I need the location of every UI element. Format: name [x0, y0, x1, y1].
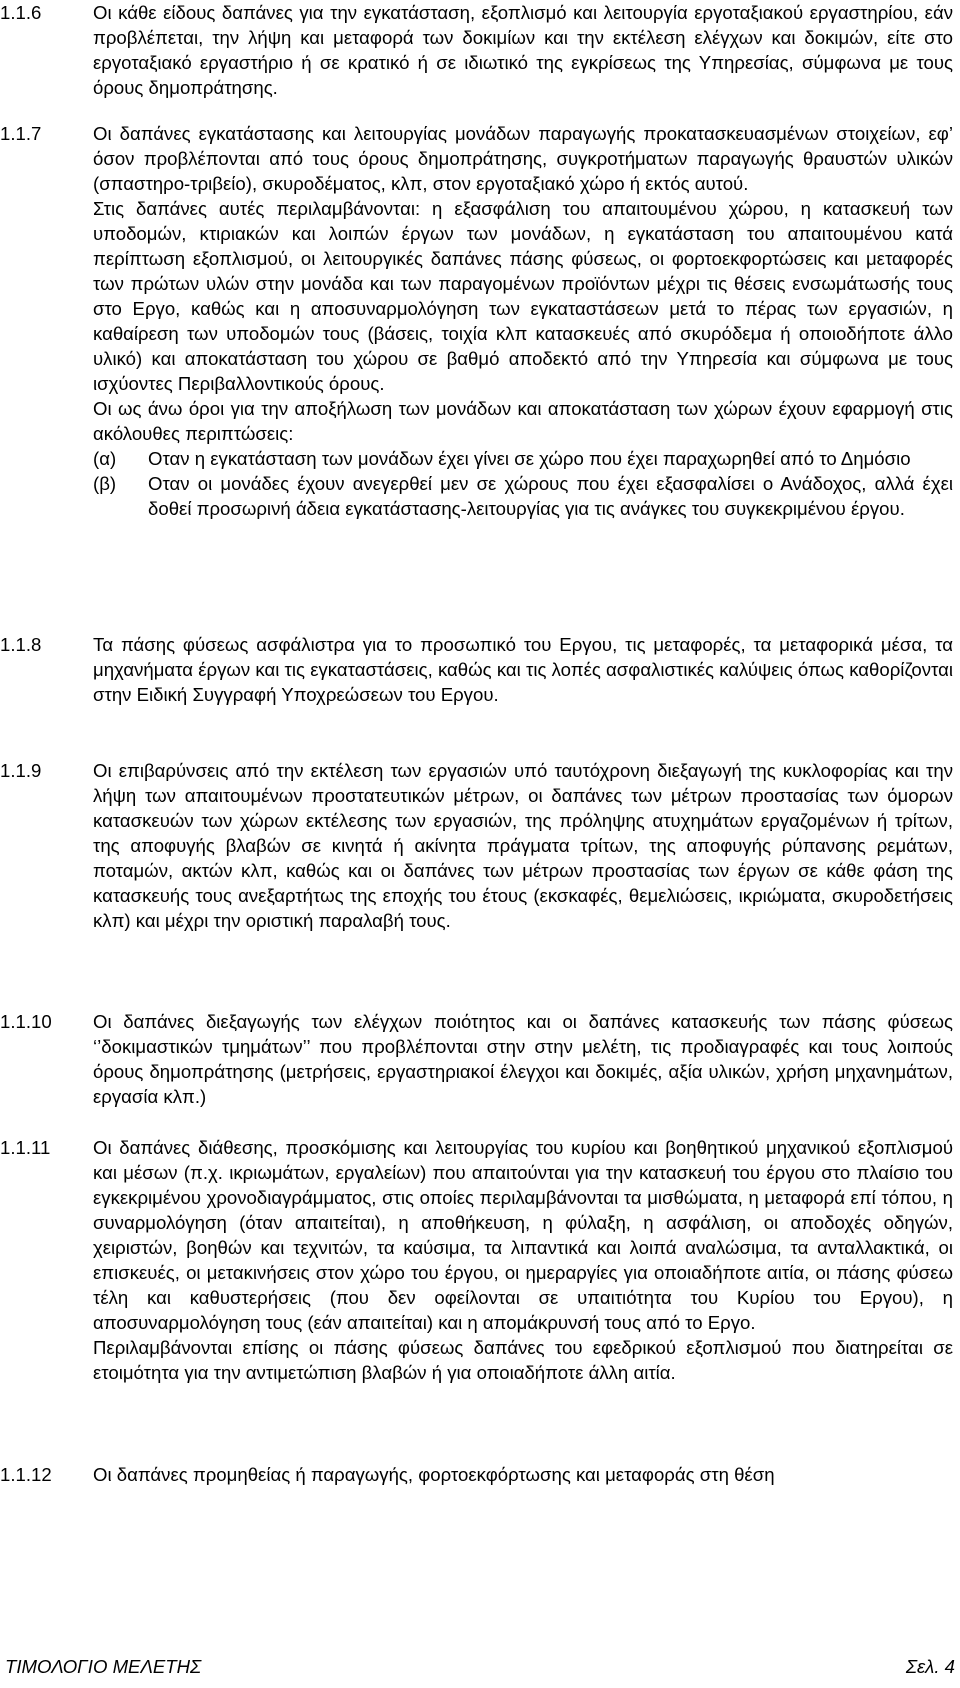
clause-text: Οι δαπάνες διεξαγωγής των ελέγχων ποιότητος και οι δαπάνες κατασκευής των πάσης φύσεως ‘’δοκιμαστικών τμημάτων’’ που προβλέπονται στην στην μελέτη, τις προδιαγραφές και τους λοιπούς όρους δημοπράτησης (μετρήσεις, εργαστηριακοί έλεγχοι και δοκιμές, αξία υλικών, χρήση μηχανημάτων, εργασία κλπ.): [93, 1011, 953, 1107]
clause-text: Τα πάσης φύσεως ασφάλιστρα για το προσωπικό του Εργου, τις μεταφορές, τα μεταφορικά μέσα, τα μηχανήματα έργων και τις εγκαταστάσεις, καθώς και τις λοπές ασφαλιστικές καλύψεις όπως καθορίζονται στην Ειδική Συγγραφή Υποχρεώσεων του Εργου.: [93, 634, 953, 705]
clause-number: 1.1.11: [0, 1137, 51, 1158]
list-item-label: (β): [93, 473, 117, 494]
clause-number: 1.1.9: [0, 760, 42, 781]
clause-1-1-9: [0, 758, 960, 933]
clause-1-1-6: [0, 0, 960, 100]
clause-number: 1.1.7: [0, 123, 42, 144]
clause-paragraph: Οι δαπάνες διάθεσης, προσκόμισης και λειτουργίας του κυρίου και βοηθητικού μηχανικού εξοπλισμού και μέσων (π.χ. ικριωμάτων, εργαλείων) που απαιτούνται για την κατασκευή του έργου στο πλαίσιο του εγκεκριμένου χρονοδιαγράμματος, στις οποίες περιλαμβάνονται τα μισθώματα, η μεταφορά επί τόπου, η συναρμολόγηση (όταν απαιτείται), η αποθήκευση, η φύλαξη, η ασφάλιση, οι αποδοχές οδηγών, χειριστών, βοηθών και τεχνιτών, τα καύσιμα, τα λιπαντικά και λοιπά αναλώσιμα, τα ανταλλακτικά, οι επισκευές, οι μετακινήσεις στον χώρο του έργου, οι ημεραργίες για οποιαδήποτε αιτία, οι πάσης φύσεω τέλη και καθυστερήσεις (που δεν οφείλονται σε υπαιτιότητα του Κυρίου του Εργου), η αποσυναρμολόγηση τους (εάν απαιτείται) και η απομάκρυνσή τους από το Εργο.: [93, 1137, 953, 1333]
list-item-label: (α): [93, 448, 117, 469]
clause-number: 1.1.8: [0, 634, 42, 655]
clause-text: Οι δαπάνες προμηθείας ή παραγωγής, φορτοεκφόρτωσης και μεταφοράς στη θέση: [93, 1464, 775, 1485]
footer-title: ΤΙΜΟΛΟΓΙΟ ΜΕΛΕΤΗΣ: [5, 1656, 202, 1677]
clause-1-1-10: [0, 1009, 960, 1109]
clause-number: 1.1.12: [0, 1464, 52, 1485]
clause-paragraph: Οι ως άνω όροι για την αποξήλωση των μονάδων και αποκατάσταση των χώρων έχουν εφαρμογή στις ακόλουθες περιπτώσεις:: [93, 398, 953, 444]
list-item-text: Οταν η εγκατάσταση των μονάδων έχει γίνει σε χώρο που έχει παραχωρηθεί από το Δημόσιο: [148, 448, 911, 469]
clause-1-1-8: [0, 632, 960, 707]
list-item: [93, 446, 953, 471]
clause-paragraph: Περιλαμβάνονται επίσης οι πάσης φύσεως δαπάνες του εφεδρικού εξοπλισμού που διατηρείται σε ετοιμότητα για την αντιμετώπιση βλαβών ή για οποιαδήποτε άλλη αιτία.: [93, 1337, 953, 1383]
list-item-text: Οταν οι μονάδες έχουν ανεγερθεί μεν σε χώρους που έχει εξασφαλίσει ο Ανάδοχος, αλλά έχει δοθεί προσωρινή άδεια εγκατάστασης-λειτουργίας για τις ανάγκες του συγκεκριμένου έργου.: [148, 473, 953, 519]
clause-number: 1.1.6: [0, 2, 42, 23]
clause-number: 1.1.10: [0, 1011, 52, 1032]
page-number: Σελ. 4: [905, 1656, 955, 1677]
list-item: [93, 471, 953, 521]
clause-paragraph: Στις δαπάνες αυτές περιλαμβάνονται: η εξασφάλιση του απαιτουμένου χώρου, η κατασκευή των υποδομών, κτιριακών και λοιπών έργων των μονάδων, η εγκατάσταση του απαιτουμένου κατά περίπτωση εξοπλισμού, οι λειτουργικές δαπάνες πάσης φύσεως, οι φορτοεκφορτώσεις και μεταφορές των πρώτων υλών στην μονάδα και των παραγομένων προϊόντων μέχρι τις θέσεις ενσωμάτωσής τους στο Εργο, καθώς και η αποσυναρμολόγηση των εγκαταστάσεων μετά το πέρας των εργασιών, η καθαίρεση των υποδομών τους (βάσεις, τοιχία κλπ κατασκευές από σκυρόδεμα ή οποιοδήποτε άλλο υλικό) και αποκατάσταση του χώρου σε βαθμό αποδεκτό από την Υπηρεσία και σύμφωνα με τους ισχύοντες Περιβαλλοντικούς όρους.: [93, 198, 953, 394]
clause-paragraph: Οι δαπάνες εγκατάστασης και λειτουργίας μονάδων παραγωγής προκατασκευασμένων στοιχείων, εφ’ όσον προβλέπονται από τους όρους δημοπράτησης, συγκροτήματων παραγωγής θραυστών υλικών (σπαστηρο-τριβείο), σκυροδέματος, κλπ, στον εργοταξιακό χώρο ή εκτός αυτού.: [93, 123, 953, 194]
clause-1-1-11: [0, 1135, 960, 1385]
clause-1-1-7: [0, 121, 960, 521]
clause-text: Οι κάθε είδους δαπάνες για την εγκατάσταση, εξοπλισμό και λειτουργία εργοταξιακού εργαστηρίου, εάν προβλέπεται, την λήψη και μεταφορά των δοκιμίων και την εκτέλεση ελέγχων και δοκιμών, είτε στο εργοταξιακό εργαστήριο ή σε κρατικό ή σε ιδιωτικό της εγκρίσεως της Υπηρεσίας, σύμφωνα με τους όρους δημοπράτησης.: [93, 2, 953, 98]
clause-1-1-12: [0, 1462, 960, 1487]
clause-text: Οι επιβαρύνσεις από την εκτέλεση των εργασιών υπό ταυτόχρονη διεξαγωγή της κυκλοφορίας και την λήψη των απαιτουμένων προστατευτικών μέτρων, οι δαπάνες των μέτρων προστασίας των όμορων κατασκευών των χώρων εκτέλεσης των εργασιών, της πρόληψης ατυχημάτων εργαζομένων ή τρίτων, της αποφυγής βλαβών σε κινητά ή ακίνητα πράγματα τρίτων, της αποφυγής ρύπανσης ρεμάτων, ποταμών, ακτών κλπ, καθώς και οι δαπάνες των μέτρων προστασίας των έργων σε κάθε φάση της κατασκευής τους ανεξαρτήτως της εποχής του έτους (εκσκαφές, θεμελιώσεις, ικριώματα, σκυροδετήσεις κλπ) και μέχρι την οριστική παραλαβή τους.: [93, 760, 953, 931]
page-footer: [5, 1654, 955, 1680]
